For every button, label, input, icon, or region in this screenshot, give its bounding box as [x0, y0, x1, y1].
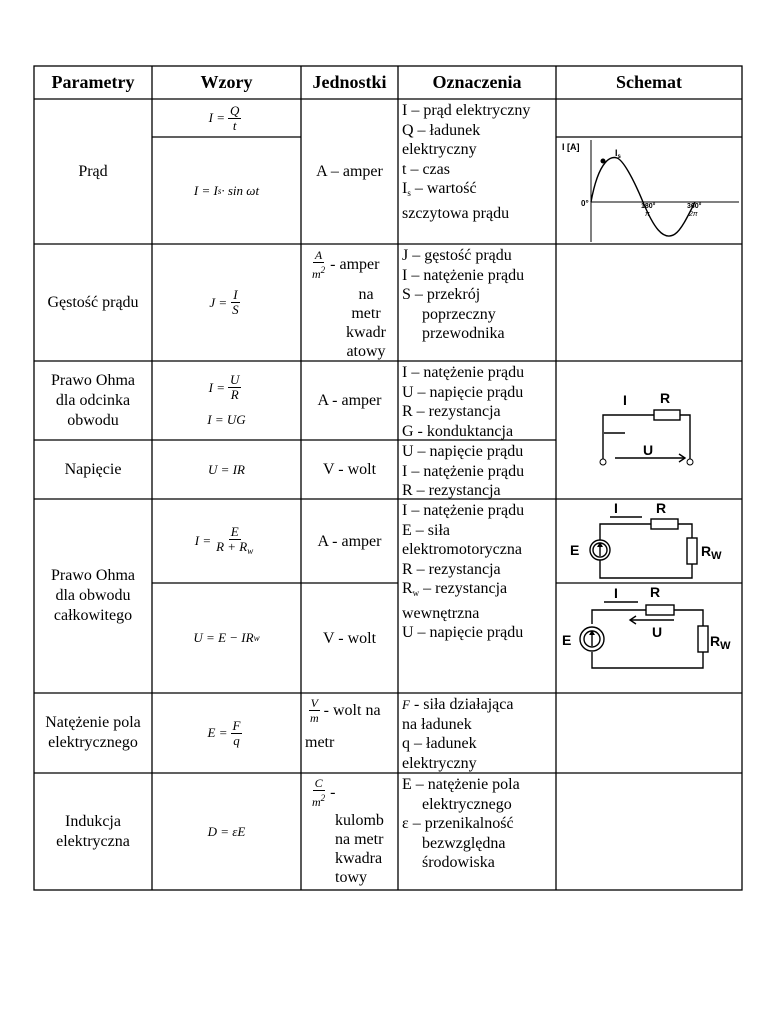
desc-line: E – siła [402, 521, 450, 539]
unit-ohm1: A - amper [317, 392, 382, 409]
unit-line: towy [335, 869, 367, 886]
formula-natezenie [152, 693, 301, 773]
unit-napiecie: V - wolt [322, 461, 377, 478]
symbol-r: R [402, 580, 413, 597]
formula-lhs: J = [209, 294, 228, 310]
header-oznaczenia: Oznaczenia [432, 72, 522, 92]
fraction-denominator: q [233, 732, 240, 748]
formula-subscript: s [217, 185, 222, 196]
param-gestosc: Gęstość prądu [47, 293, 139, 311]
desc-line: ε – przenikalność [402, 815, 514, 832]
desc-line: środowiska [422, 854, 495, 871]
desc-natezenie [398, 693, 556, 773]
desc-line: elektromotoryczna [402, 541, 522, 558]
unit-numerator: A [314, 248, 323, 262]
fraction-denominator: t [232, 117, 237, 133]
resistance-label: R [650, 584, 661, 600]
sine-wave-diagram [557, 138, 741, 243]
header-jednostki: Jednostki [312, 72, 387, 92]
desc-line [402, 695, 556, 715]
wire [680, 415, 690, 461]
wire [674, 610, 703, 626]
desc-line: t – czas [402, 160, 450, 178]
internal-resistance-label [701, 543, 722, 562]
param-line: obwodu [67, 411, 119, 429]
resistance-label: R [656, 500, 667, 516]
unit-fraction [310, 248, 327, 281]
header-parametry: Parametry [51, 72, 135, 92]
fraction [228, 373, 241, 402]
formula-indukcja: D = εE [207, 823, 246, 839]
desc-gestosc [398, 244, 556, 361]
formula-gestosc [152, 244, 301, 361]
current-label: I [614, 500, 618, 516]
formula-row: I = UG [207, 412, 246, 427]
desc-line: I – natężenie prądu [402, 462, 525, 480]
unit-denominator [310, 263, 327, 281]
end-degree-label: 360° [687, 203, 702, 210]
desc-prad [398, 99, 556, 244]
unit-ohm2-1: A - amper [317, 532, 382, 550]
resistance-label: R [660, 390, 671, 406]
desc-line [402, 179, 556, 204]
terminal [687, 459, 693, 465]
desc-line: przewodnika [422, 325, 505, 342]
param-line: dla odcinka [55, 391, 131, 409]
current-label: I [623, 392, 627, 408]
formula-text: U = E − IR [193, 630, 254, 645]
formula-lhs: E = [207, 725, 228, 740]
desc-ohm2 [398, 499, 556, 693]
den-subscript: w [247, 545, 254, 556]
rw-subscript: W [720, 640, 731, 652]
fraction-numerator: E [230, 523, 239, 539]
fraction [214, 525, 255, 558]
wire [592, 610, 646, 624]
formula-text: I = I [193, 182, 218, 198]
param-line: całkowitego [53, 607, 133, 624]
wire [600, 560, 692, 578]
rw-symbol: R [701, 543, 712, 559]
den-text: R + R [216, 538, 248, 554]
wire [592, 652, 703, 668]
fraction-denominator: R [230, 387, 239, 402]
desc-line: elektrycznego [422, 795, 512, 813]
wire [600, 524, 651, 540]
total-circuit-diagram-1 [560, 500, 740, 582]
fraction-denominator: S [232, 302, 239, 317]
header-schemat: Schemat [616, 72, 682, 92]
peak-symbol: I [615, 148, 618, 158]
desc-ohm1 [398, 361, 556, 440]
unit-indukcja [301, 773, 398, 890]
desc-line [402, 579, 556, 604]
fraction-numerator: U [229, 372, 240, 387]
unit-den-exponent: 2 [320, 793, 326, 803]
unit-line: kwadr [346, 324, 386, 341]
peak-marker [601, 159, 606, 164]
fraction-numerator: I [233, 287, 238, 302]
voltage-label: U [652, 624, 663, 640]
desc-line: I – natężenie prądu [402, 364, 525, 381]
param-natezenie [34, 693, 152, 773]
param-indukcja [34, 773, 152, 890]
desc-line: I – natężenie prądu [402, 266, 525, 284]
symbol-i: I [402, 180, 408, 197]
desc-line: S – przekrój [402, 286, 481, 303]
emf-label: E [562, 632, 572, 648]
formula-prad-2 [152, 137, 301, 244]
unit-denominator: m [310, 711, 319, 725]
formula-ohm2-1 [152, 499, 301, 583]
unit-fraction [308, 696, 321, 725]
desc-line: bezwzględna [422, 834, 506, 852]
formula-lhs: I = [208, 110, 225, 125]
formula-prad-1 [152, 99, 301, 137]
desc-text: - siła działająca [409, 696, 514, 713]
resistor [654, 410, 680, 420]
formula-row [209, 373, 245, 402]
resistor [646, 605, 674, 615]
unit-den-base: m [312, 267, 321, 281]
unit-gestosc [301, 244, 398, 361]
rw-subscript: W [711, 550, 722, 562]
desc-line: I – prąd elektryczny [402, 102, 531, 119]
desc-line: E – natężenie pola [402, 776, 520, 793]
unit-line: na [358, 286, 374, 303]
param-ohm2 [34, 499, 152, 693]
sine-curve [591, 157, 695, 236]
fraction [228, 104, 241, 133]
param-line: Prawo Ohma [51, 567, 135, 584]
formula-lhs: I = [208, 379, 225, 395]
unit-fraction [310, 776, 327, 809]
unit-den-exponent: 2 [320, 265, 326, 275]
desc-napiecie [398, 440, 556, 499]
unit-line: atowy [346, 343, 386, 360]
unit-label: - amper [330, 256, 380, 273]
desc-line: elektryczny [402, 754, 477, 772]
desc-line: Q – ładunek [402, 121, 481, 139]
unit-line: metr [351, 305, 381, 322]
desc-line: G - konduktancja [402, 422, 514, 440]
fraction-denominator [214, 540, 255, 558]
unit-ohm2-2: V - wolt [322, 629, 377, 647]
rw-symbol: R [710, 633, 721, 649]
fraction-numerator: F [232, 717, 241, 733]
y-axis-label: I [A] [562, 142, 580, 152]
desc-line: R – rezystancja [402, 560, 501, 578]
unit-line: metr [305, 734, 335, 751]
desc-line: U – napięcie prądu [402, 383, 524, 401]
unit-den-base: m [312, 795, 321, 809]
desc-text: – wartość [410, 180, 477, 197]
unit-label: - [330, 784, 336, 801]
param-line: elektryczna [56, 832, 130, 850]
formula-subscript: w [253, 633, 260, 643]
formula-lhs: I = [194, 533, 212, 548]
symbol-subscript: w [412, 588, 420, 598]
internal-resistance-label [710, 633, 731, 652]
unit-natezenie [301, 693, 398, 773]
desc-line: szczytowa prądu [402, 204, 510, 222]
desc-line: U – napięcie prądu [402, 443, 524, 460]
param-prad: Prąd [78, 162, 108, 180]
desc-line: wewnętrzna [402, 604, 480, 622]
desc-line: q – ładunek [402, 735, 477, 752]
param-ohm1 [34, 361, 152, 440]
desc-line: elektryczny [402, 141, 477, 158]
unit-line: kwadra [335, 850, 383, 867]
ohm-circuit-diagram [590, 385, 710, 469]
internal-resistor [687, 538, 697, 564]
param-line: Indukcja [65, 812, 121, 830]
fraction-numerator: Q [229, 102, 240, 118]
desc-line: poprzeczny [422, 305, 496, 323]
desc-line: U – napięcie prądu [402, 624, 524, 641]
param-line: dla obwodu [55, 587, 131, 604]
symbol-subscript: s [407, 188, 411, 198]
unit-numerator: V [310, 696, 318, 710]
voltage-label: U [643, 442, 654, 458]
fraction [231, 719, 243, 748]
fraction [230, 288, 241, 317]
desc-line: I – natężenie prądu [402, 502, 525, 519]
wire [678, 524, 692, 538]
origin-label: 0° [581, 199, 589, 208]
desc-line: J – gęstość prądu [402, 247, 512, 264]
peak-subscript: s [617, 154, 621, 160]
mid-degree-label: 180° [641, 203, 656, 210]
formula-rest: · sin ωt [221, 182, 260, 198]
current-label: I [614, 585, 618, 601]
emf-label: E [570, 542, 580, 558]
header-wzory: Wzory [200, 72, 253, 92]
unit-line: kulomb [335, 812, 384, 829]
total-circuit-diagram-2 [558, 584, 740, 684]
param-line: elektrycznego [48, 734, 138, 751]
desc-line: R – rezystancja [402, 403, 501, 420]
param-line: Natężenie pola [45, 714, 141, 731]
mid-radian-label: π [645, 211, 650, 218]
formula-napiecie: U = IR [208, 461, 245, 477]
terminal [600, 459, 606, 465]
formula-ohm1 [152, 361, 301, 440]
unit-line: na metr [335, 831, 384, 848]
unit-numerator: C [314, 776, 323, 790]
internal-resistor [698, 626, 708, 652]
formula-ohm2-2 [152, 583, 301, 693]
param-line: Prawo Ohma [51, 371, 135, 389]
desc-line: na ładunek [402, 715, 472, 733]
force-symbol: F [402, 697, 410, 712]
desc-line: R – rezystancja [402, 482, 501, 499]
end-radian-label: 2π [689, 211, 698, 218]
desc-indukcja [398, 773, 556, 890]
unit-denominator [310, 791, 327, 809]
resistor [651, 519, 678, 529]
unit-label: - wolt na [323, 702, 381, 719]
param-napiecie: Napięcie [64, 460, 122, 478]
desc-text: – rezystancja [419, 580, 508, 597]
unit-prad: A – amper [316, 163, 383, 180]
